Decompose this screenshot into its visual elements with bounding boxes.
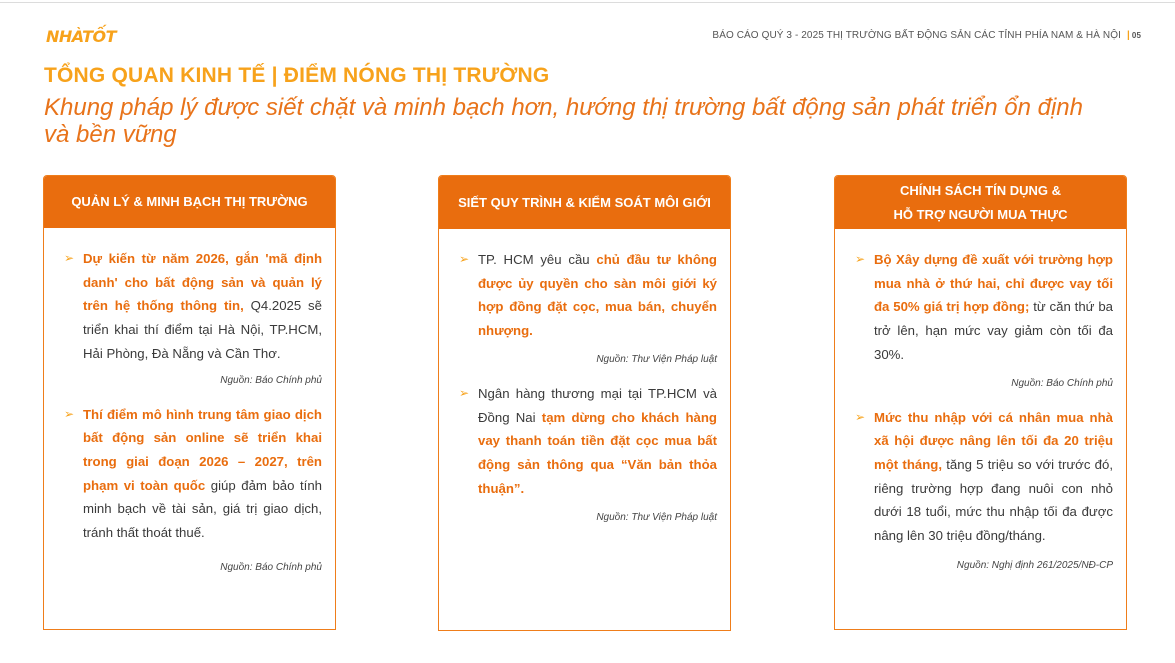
card-header — [835, 176, 1126, 229]
card-body — [439, 229, 730, 523]
card-broker-control — [438, 175, 731, 631]
list-item — [855, 406, 1113, 548]
item-highlight: Thí điểm mô hình trung tâm giao dịch bất động sản online sẽ triển khai trong giai đoạn 2026 – 2027, trên phạm vi toàn quốc — [83, 406, 322, 493]
card-title: QUẢN LÝ & MINH BẠCH THỊ TRƯỜNG — [71, 194, 308, 209]
report-title: BÁO CÁO QUÝ 3 - 2025 THỊ TRƯỜNG BẤT ĐỘNG SẢN CÁC TỈNH PHÍA NAM & HÀ NỘI — [712, 30, 1121, 41]
item-text: tăng 5 triệu so với trước đó, riêng trường hợp đang nuôi con nhỏ dưới 18 tuổi, mức thu nhập tối đa được nâng lên 30 triệu đồng/tháng. — [874, 456, 1114, 544]
list-item — [459, 248, 717, 343]
item-text: TP. HCM yêu cầu — [478, 252, 597, 267]
list-item — [459, 382, 717, 501]
item-highlight: tạm dừng cho khách hàng vay thanh toán tiền đặt cọc mua bất động sản thông qua “Văn bản thỏa thuận”. — [478, 409, 717, 496]
arrow-bullet-icon: ➢ — [64, 406, 75, 421]
source-note: Nguồn: Thư Viện Pháp luật — [596, 512, 717, 524]
card-header — [44, 176, 335, 228]
card-market-transparency — [43, 175, 336, 630]
page-subtitle: Khung pháp lý được siết chặt và minh bạch hơn, hướng thị trường bất động sản phát triển ổn định và bền vững — [44, 94, 1083, 148]
item-highlight: chủ đầu tư không được ủy quyền cho sàn môi giới ký hợp đồng đặt cọc, mua bán, chuyển nhượng. — [478, 252, 717, 339]
list-item — [64, 403, 322, 545]
card-title: HỖ TRỢ NGƯỜI MUA THỰC — [893, 206, 1068, 222]
source-note: Nguồn: Nghị định 261/2025/NĐ-CP — [956, 559, 1113, 571]
nhatot-logo: NHÀTỐT — [46, 27, 117, 46]
source-note: Nguồn: Thư Viện Pháp luật — [596, 353, 717, 365]
report-header — [712, 30, 1141, 41]
arrow-bullet-icon: ➢ — [855, 409, 866, 424]
top-divider — [0, 2, 1175, 3]
list-item — [855, 248, 1113, 367]
item-highlight: Mức thu nhập với cá nhân mua nhà xã hội được nâng lên tối đa 20 triệu một tháng, — [874, 409, 1113, 472]
card-title: CHÍNH SÁCH TÍN DỤNG & — [899, 182, 1062, 198]
item-text: giúp đảm bảo tính minh bạch về tài sản, giá trị giao dịch, tránh thất thoát thuế. — [83, 477, 323, 541]
card-body — [44, 228, 335, 573]
item-text: Ngân hàng thương mại tại TP.HCM và Đồng Nai — [478, 385, 717, 425]
source-note: Nguồn: Báo Chính phủ — [1011, 377, 1113, 389]
arrow-bullet-icon: ➢ — [459, 252, 470, 266]
source-note: Nguồn: Báo Chính phủ — [220, 561, 322, 573]
section-title: TỔNG QUAN KINH TẾ | ĐIỂM NÓNG THỊ TRƯỜNG — [44, 64, 550, 87]
list-item — [64, 247, 322, 366]
arrow-bullet-icon: ➢ — [459, 385, 470, 400]
card-header — [439, 176, 730, 229]
page-number: 05 — [1131, 31, 1141, 40]
item-text: từ căn thứ ba trở lên, hạn mức vay giảm còn tối đa 30%. — [874, 299, 1113, 362]
source-note: Nguồn: Báo Chính phủ — [220, 374, 322, 386]
arrow-bullet-icon: ➢ — [64, 251, 75, 265]
item-text: Q4.2025 sẽ triển khai thí điểm tại Hà Nội, TP.HCM, Hải Phòng, Đà Nẵng và Cần Thơ. — [83, 298, 322, 361]
card-body — [835, 229, 1126, 571]
item-highlight: Dự kiến từ năm 2026, gắn 'mã định danh' cho bất động sản và quản lý trên hệ thống thông tin, — [83, 251, 322, 314]
item-highlight: Bộ Xây dựng đề xuất với trường hợp mua nhà ở thứ hai, chỉ được vay tối đa 50% giá trị hợp đồng; — [874, 252, 1113, 315]
arrow-bullet-icon: ➢ — [855, 252, 866, 266]
card-title: SIẾT QUY TRÌNH & KIỂM SOÁT MÔI GIỚI — [458, 194, 711, 210]
header-separator: | — [1126, 30, 1130, 41]
card-credit-policy — [834, 175, 1127, 630]
